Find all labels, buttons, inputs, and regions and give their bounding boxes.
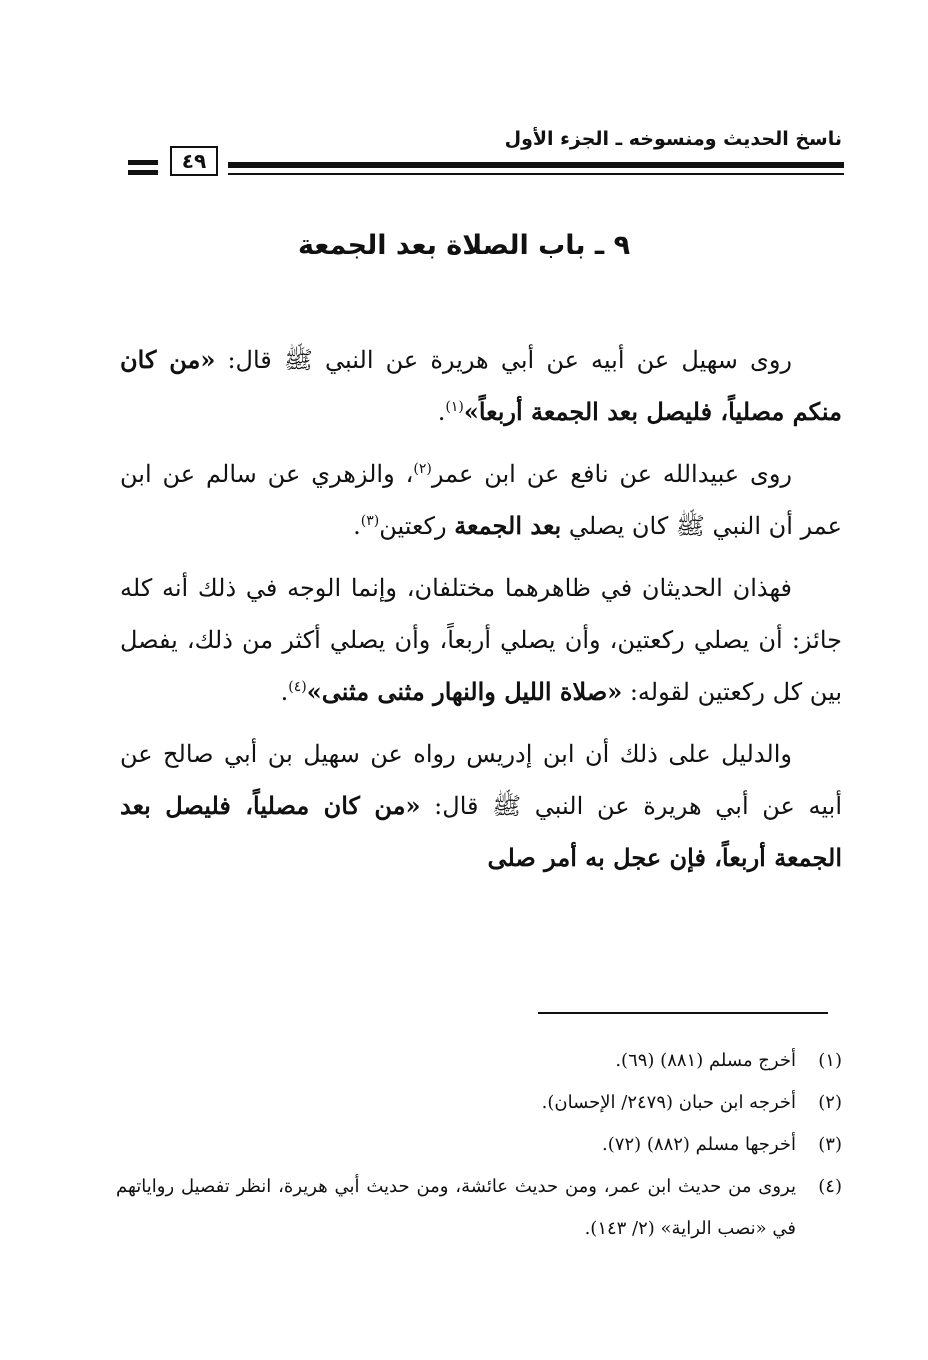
footnote-ref: (١) — [445, 399, 464, 415]
paragraph-end: . — [280, 678, 289, 706]
footnote-text: يروى من حديث ابن عمر، ومن حديث عائشة، ومن حديث أبي هريرة، انظر تفصيل رواياتهم في «نصب الراية» (٢/ ١٤٣). — [116, 1176, 796, 1239]
paragraph-text: ركعتين — [379, 512, 455, 540]
hadith-quote: «صلاة الليل والنهار مثنى مثنى» — [306, 677, 623, 706]
header-rule-thick — [228, 162, 844, 168]
footnote-separator — [538, 1012, 828, 1014]
paragraph-text: روى سهيل عن أبيه عن أبي هريرة عن النبي ﷺ قال: — [215, 346, 793, 374]
paragraph-4 — [120, 728, 842, 884]
paragraph-1 — [120, 334, 842, 438]
header-rule-thin — [228, 173, 844, 175]
hadith-quote: «من كان منكم مصلياً، فليصل بعد الجمعة أربعاً» — [120, 345, 842, 426]
running-header-title: ناسخ الحديث ومنسوخه ـ الجزء الأول — [504, 128, 842, 150]
chapter-title: ٩ ـ باب الصلاة بعد الجمعة — [297, 230, 631, 261]
footnote-1 — [116, 1040, 842, 1082]
body-text — [120, 334, 842, 894]
header-rule-left-lower — [128, 170, 158, 175]
paragraph-end: . — [437, 398, 446, 426]
footnote-text: أخرجه ابن حبان (٢٤٧٩/ الإحسان). — [541, 1092, 796, 1113]
footnote-4 — [116, 1166, 842, 1250]
paragraph-end: . — [353, 512, 361, 540]
paragraph-2 — [120, 448, 842, 552]
footnotes — [116, 1040, 842, 1250]
footnote-number: (٣) — [818, 1134, 842, 1155]
hadith-quote: «من كان مصلياً، فليصل بعد الجمعة أربعاً، فإن عجل به أمر صلى — [120, 791, 842, 872]
footnote-number: (١) — [818, 1050, 842, 1071]
bold-phrase: بعد الجمعة — [454, 511, 562, 540]
paragraph-text: فهذان الحديثان في ظاهرهما مختلفان، وإنما الوجه في ذلك أنه كله جائز: أن يصلي ركعتين، وأن يصلي أربعاً، وأن يصلي أكثر من ذلك، يفصل بين كل ركعتين لقوله: — [120, 574, 842, 706]
header-rule-left-upper — [128, 160, 158, 165]
footnote-ref: (٤) — [288, 679, 307, 695]
paragraph-text: ، والزهري عن سالم عن ابن عمر أن النبي ﷺ كان يصلي — [120, 460, 842, 540]
footnote-ref: (٣) — [360, 513, 380, 529]
footnote-3 — [116, 1124, 842, 1166]
paragraph-text: والدليل على ذلك أن ابن إدريس رواه عن سهيل بن أبي صالح عن أبيه عن أبي هريرة عن النبي ﷺ قال: — [120, 740, 843, 820]
footnote-text: أخرج مسلم (٨٨١) (٦٩). — [615, 1050, 796, 1071]
footnote-number: (٢) — [818, 1092, 842, 1113]
paragraph-text: روى عبيدالله عن نافع عن ابن عمر — [431, 460, 793, 488]
paragraph-3 — [120, 562, 842, 718]
footnote-2 — [116, 1082, 842, 1124]
footnote-ref: (٢) — [413, 461, 432, 477]
footnote-number: (٤) — [818, 1176, 842, 1197]
page-number: ٤٩ — [170, 146, 218, 176]
footnote-text: أخرجها مسلم (٨٨٢) (٧٢). — [602, 1134, 796, 1155]
